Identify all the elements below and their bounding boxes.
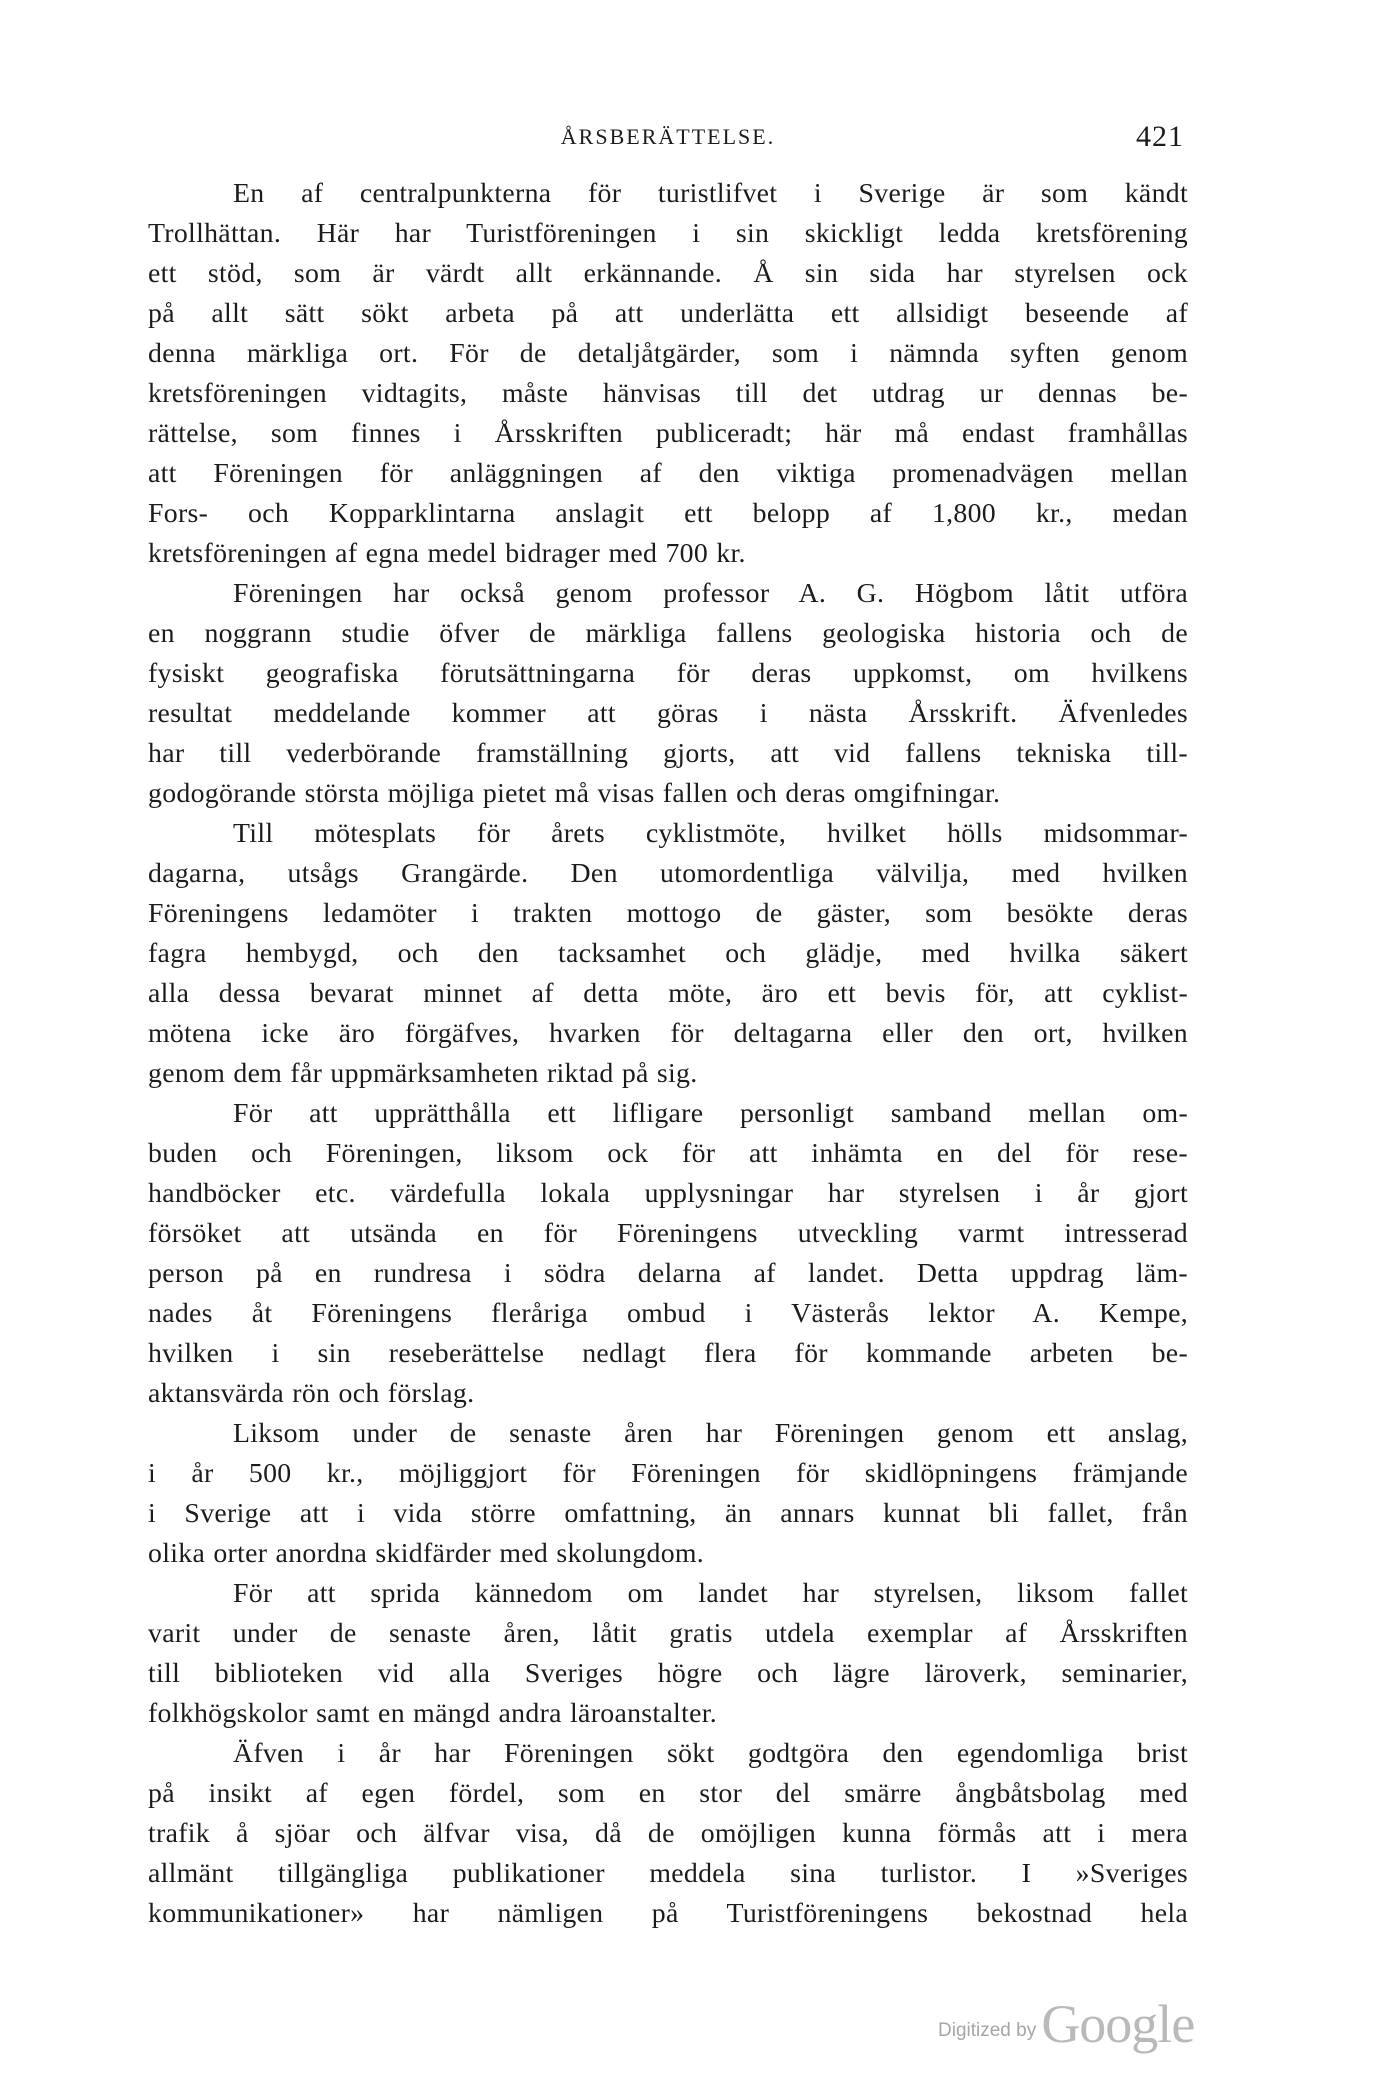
text-line: För att upprätthålla ett lifligare personligt samband mellan om- — [233, 1098, 1188, 1129]
text-line: trafik å sjöar och älfvar visa, då de omöjligen kunna förmås att i mera — [148, 1818, 1188, 1849]
text-line: För att sprida kännedom om landet har styrelsen, liksom fallet — [233, 1578, 1188, 1609]
text-line: Liksom under de senaste åren har Föreningen genom ett anslag, — [233, 1418, 1188, 1449]
text-line: på allt sätt sökt arbeta på att underlätta ett allsidigt beseende af — [148, 298, 1188, 329]
text-line: fagra hembygd, och den tacksamhet och glädje, med hvilka säkert — [148, 938, 1188, 969]
book-page — [148, 120, 1188, 1934]
text-line: Äfven i år har Föreningen sökt godtgöra den egendomliga brist — [233, 1738, 1188, 1769]
text-line: mötena icke äro förgäfves, hvarken för deltagarna eller den ort, hvilken — [148, 1018, 1188, 1049]
text-line: olika orter anordna skidfärder med skolungdom. — [148, 1538, 705, 1569]
text-line: Föreningen har också genom professor A. G. Högbom låtit utföra — [233, 578, 1188, 609]
running-head — [148, 120, 1188, 164]
text-line: i år 500 kr., möjliggjort för Föreningen för skidlöpningens främjande — [148, 1458, 1188, 1489]
text-line: aktansvärda rön och förslag. — [148, 1378, 475, 1409]
running-title: ÅRSBERÄTTELSE. — [560, 124, 776, 149]
body-text — [148, 174, 1188, 1934]
digitized-label: Digitized by — [938, 2020, 1037, 2041]
text-line: handböcker etc. värdefulla lokala upplysningar har styrelsen i år gjort — [148, 1178, 1188, 1209]
page-number: 421 — [1136, 120, 1184, 153]
text-line: kommunikationer» har nämligen på Turistföreningens bekostnad hela — [148, 1898, 1188, 1929]
text-line: denna märkliga ort. För de detaljåtgärder, som i nämnda syften genom — [148, 338, 1188, 369]
text-line: buden och Föreningen, liksom ock för att inhämta en del för rese- — [148, 1138, 1188, 1169]
text-line: till biblioteken vid alla Sveriges högre och lägre läroverk, seminarier, — [148, 1658, 1188, 1689]
digitized-by-google-watermark — [938, 1993, 1194, 2053]
text-line: Fors- och Kopparklintarna anslagit ett belopp af 1,800 kr., medan — [148, 498, 1188, 529]
text-line: dagarna, utsågs Grangärde. Den utomordentliga välvilja, med hvilken — [148, 858, 1188, 889]
text-line: En af centralpunkterna för turistlifvet i Sverige är som kändt — [233, 178, 1188, 209]
text-line: i Sverige att i vida större omfattning, än annars kunnat bli fallet, från — [148, 1498, 1188, 1529]
text-line: resultat meddelande kommer att göras i nästa Årsskrift. Äfvenledes — [148, 698, 1188, 729]
text-line: ett stöd, som är värdt allt erkännande. Å sin sida har styrelsen ock — [148, 258, 1188, 289]
text-line: kretsföreningen vidtagits, måste hänvisas till det utdrag ur dennas be- — [148, 378, 1188, 409]
text-line: varit under de senaste åren, låtit gratis utdela exemplar af Årsskriften — [148, 1618, 1188, 1649]
text-line: på insikt af egen fördel, som en stor del smärre ångbåtsbolag med — [148, 1778, 1188, 1809]
text-line: allmänt tillgängliga publikationer meddela sina turlistor. I »Sveriges — [148, 1858, 1188, 1889]
text-line: godogörande största möjliga pietet må visas fallen och deras omgifningar. — [148, 778, 1001, 809]
text-line: genom dem får uppmärksamheten riktad på sig. — [148, 1058, 698, 1089]
text-line: Föreningens ledamöter i trakten mottogo de gäster, som besökte deras — [148, 898, 1188, 929]
text-line: folkhögskolor samt en mängd andra läroanstalter. — [148, 1698, 718, 1729]
text-line: kretsföreningen af egna medel bidrager med 700 kr. — [148, 538, 746, 569]
text-line: Till mötesplats för årets cyklistmöte, hvilket hölls midsommar- — [233, 818, 1188, 849]
text-line: alla dessa bevarat minnet af detta möte, äro ett bevis för, att cyklist- — [148, 978, 1188, 1009]
text-line: en noggrann studie öfver de märkliga fallens geologiska historia och de — [148, 618, 1188, 649]
text-line: försöket att utsända en för Föreningens utveckling varmt intresserad — [148, 1218, 1188, 1249]
text-line: att Föreningen för anläggningen af den viktiga promenadvägen mellan — [148, 458, 1188, 489]
text-line: har till vederbörande framställning gjorts, att vid fallens tekniska till- — [148, 738, 1188, 769]
google-logo: Google — [1041, 1994, 1195, 2054]
text-line: nades åt Föreningens fleråriga ombud i Västerås lektor A. Kempe, — [148, 1298, 1188, 1329]
text-line: Trollhättan. Här har Turistföreningen i sin skickligt ledda kretsförening — [148, 218, 1188, 249]
text-line: fysiskt geografiska förutsättningarna för deras uppkomst, om hvilkens — [148, 658, 1188, 689]
text-line: person på en rundresa i södra delarna af landet. Detta uppdrag läm- — [148, 1258, 1188, 1289]
text-line: rättelse, som finnes i Årsskriften publiceradt; här må endast framhållas — [148, 418, 1188, 449]
text-line: hvilken i sin reseberättelse nedlagt flera för kommande arbeten be- — [148, 1338, 1188, 1369]
